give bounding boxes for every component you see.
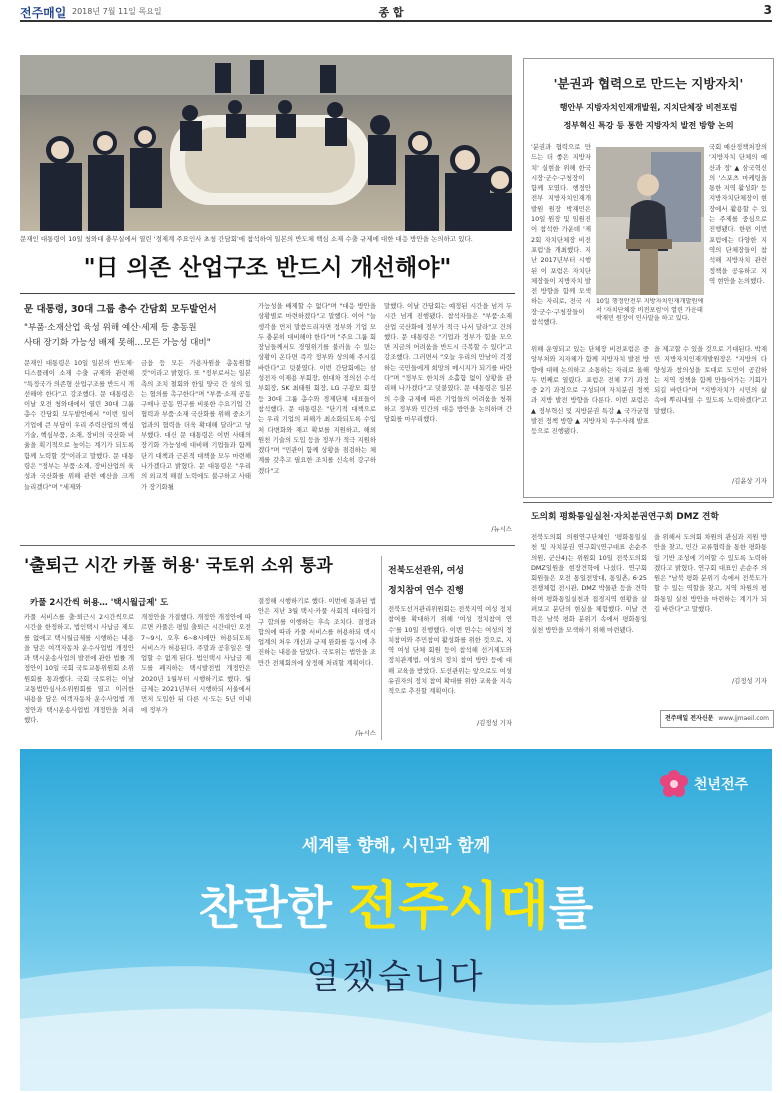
ad-logo-text: 천년전주 (693, 777, 748, 793)
ad-main-line (20, 877, 772, 938)
feature-photo-caption: 10일 행정안전부 지방자치인재개발원에서 '자치단체장 비전포럼'이 열린 가운데 박재민 원장이 인사말을 하고 있다. (596, 298, 704, 322)
carpool-subhead: 카풀 2시간씩 허용… '택시월급제' 도 (30, 598, 169, 608)
lead-photo (20, 55, 512, 231)
lead-col-2: 금융 등 모든 가용자원을 총동원할 것"이라고 밝혔다. 또 "정부로서는 일본 측의 조치 철회와 한일 양국 간 성의 있는 협의를 촉구한다"며 "부품·소재 공동 구매나 공동 연구를 비롯한 수요기업 간 협력과 부품·소재 국산화를 위해 중소기업과의 협력을 더욱 확대해 달라"고 당부했다. 대신 문 대통령은 이번 사태의 장기화 가능성에 대비해 기업들과 함께 단기 대책과 근본적 대책을 모두 마련해 나가겠다고 밝혔다. 문 대통령은 "우리의 외교적 해결 노력에도 불구하고 사태가 장기화될 (141, 359, 251, 491)
paper-logo: 전주매일 (20, 6, 67, 20)
carpool-col-1: 카풀 서비스를 출·퇴근시 2시간씩으로 시간을 한정하고, 법인택시 사납금 제도를 없애고 택시월급제를 시행하는 내용을 담은 여객자동차 운수사업법 개정안과 택시운송사업의 발전에 관한 법률 개정안이 10일 국회 국토교통위원회 소위원회를 통과했다. 국회 국토위는 이날 교통법안심사소위원회를 열고 이러한 내용을 담은 여객자동차 운수사업법 개정안과 택시운송사업법 개정안을 처리했다. (24, 613, 134, 724)
ad-slogan: 세계를 향해, 시민과 함께 (301, 836, 491, 856)
lead-headline: "日 의존 산업구조 반드시 개선해야" (83, 255, 452, 281)
ad-line1-part-a: 찬란한 (198, 881, 348, 935)
lead-col-3: 가능성을 배제할 수 없다"며 "대응 방안을 상황별로 마련하겠다"고 말했다. 이어 "늘 생각을 먼저 말씀드리자면 정부와 기업 모두 충분히 대비해야 한다"며 "주요 그룹 회장님들께서도 경영위기를 불러올 수 있는 상황이 온다면 즉각 정부와 상의해 주시길 바란다"고 덧붙였다. 이번 간담회에는 삼성전자 이재용 부회장, 현대차 정의선 수석부회장, SK 최태원 회장, LG 구광모 회장 등 30대 그룹 총수와 경제단체 대표들이 참석했다. 문 대통령은 "단기적 대책으로는 우리 기업의 피해가 최소화되도록 수입처 다변화와 재고 확보를 지원하고, 해외 원천 기술의 도입 등을 정부가 적극 지원하겠다"며 "민관이 함께 상황을 점검하는 체계를 갖추고 필요한 조치를 신속히 강구하겠다"고 (258, 302, 376, 475)
feature-col-2b: 을 제고할 수 있을 것으로 기대된다. 박재민 지방자치인재개발원장은 "지방의 다양성과 창의성을 토대로 도민이 공감하는 지역 정책을 함께 만들어가는 기회가 되길 바란다"며 "지방자치가 시민의 삶 속에 뿌리내릴 수 있도록 노력하겠다"고 말했다. (654, 345, 767, 415)
ad-line1-highlight: 전주시대 (347, 876, 549, 937)
feature-title: '분권과 협력으로 만드는 지방자치' (553, 76, 744, 91)
election-headline-2: 정치참여 연수 진행 (388, 586, 464, 596)
election-headline-1: 전북도선관위, 여성 (388, 566, 465, 576)
feature-subtitle-1: 행안부 지방자치인재개발원, 지치단체장 비전포럼 (559, 102, 738, 112)
lead-subhead-1: 문 대통령, 30대 그룹 총수 간담회 모두발언서 (24, 304, 217, 315)
feature-col-2: 국회 예산정책처장의 '지방자치 단체의 예산과 정' ▲ 삼국혁신 의 '스포츠 마케팅을 통한 지역 활성화' 등 지방자치단체장이 현장에서 활용할 수 있는 주제를 중심으로 진행됐다. 한편 이번 포럼에는 다양한 지역의 단체장들이 참석해 지방자치 관련 정책을 공유하고 지역 현안을 논의했다. (709, 143, 767, 285)
feature-photo (596, 147, 704, 295)
speaker-podium-icon (596, 147, 704, 295)
headline-rule (20, 293, 515, 294)
lead-col-4: 말했다. 이날 간담회는 예정된 시간을 넘겨 두 시간 넘게 진행됐다. 참석자들은 "부품·소재 산업 국산화에 정부가 적극 나서 달라"고 건의했다. 문 대통령은 "기업과 정부가 힘을 모으면 지금의 어려움을 반드시 극복할 수 있다"고 강조했다. 그러면서 "오늘 우리의 만남이 걱정하는 국민들에게 희망의 메시지가 되기를 바란다"며 "정부도 한치의 소홀함 없이 상황을 관리해 나가겠다"고 덧붙였다. 문 대통령은 일본의 수출 규제에 따른 기업들의 어려움을 청취하고 정부와 민간의 대응 방안을 논의하며 간담회를 마무리했다. (384, 302, 512, 424)
page-header (0, 0, 782, 22)
ad-line1-part-c: 를 (548, 881, 594, 935)
meeting-scene-icon (20, 55, 512, 231)
section-divider (20, 545, 515, 546)
ad-logo (657, 767, 748, 801)
feature-col-1b: 위해 운영되고 있는 단체장 비전포럼은 중앙부처와 지자체가 함께 지방자치 발전 방향에 대해 논의하고 소통하는 자리로 올해 두 번째로 열렸다. 포럼은 전체 7기 과정 중 2기 과정으로 구성되며 자치분권 정책과 지방 발전 방향을 다룬다. 이번 포럼은 ▲ 정부혁신 및 지방분권 특강 ▲ 국가균형발전 정책 방향 ▲ 지방자치 우수사례 발표 등으로 진행됐다. (531, 345, 649, 436)
carpool-col-3: 결정해 시행하기로 했다. 이번에 통과된 법안은 지난 3월 택시·카풀 사회적 대타협기구 합의를 이행하는 후속 조치다. 결정과 합의에 따라 카풀 서비스를 허용하되 택시업계의 처우 개선과 규제 완화를 동시에 추진하는 내용을 담았다. 국토위는 법안을 조만간 전체회의에 상정해 처리할 계획이다. (258, 597, 376, 667)
lead-subhead-2: "부품·소재산업 육성 위해 예산·세제 등 총동원 (24, 323, 197, 333)
e-paper-label: 전주매일 전자신문 (664, 715, 714, 722)
election-body: 전북도선거관리위원회는 전북지역 여성 정치참여를 확대하기 위해 '여성 정치참여 연수'를 10일 진행했다. 이번 연수는 여성의 정치참여와 주민참여 활성화를 위한 것으로, 지역 여성 단체 회원 등이 참석해 선거제도와 정치관계법, 여성의 정치 참여 방안 등에 대해 교육을 받았다. 도선관위는 앞으로도 여성 유권자의 정치 참여 확대를 위한 교육을 지속적으로 추진할 계획이다. (388, 605, 512, 696)
feature-subtitle-2: 정부혁신 특강 등 통한 지방자치 발전 방향 논의 (563, 120, 734, 130)
column-rule (381, 556, 382, 740)
feature-col-1: '분권과 협력으로 만드는 더 좋은 지방자치' 실현을 위해 한국 시장·군수·구청장이 함께 모였다. 행정안전부 지방자치인재개발원 원장 박재민은 10일 원장 및 임원진이 참석한 가운데 '제2회 자치단체장 비전포럼'을 개최했다. 지난 2017년부터 시행된 이 포럼은 자치단체장들이 지방자치 발전 방향을 함께 모색하는 자리로, 전국 시장·군수·구청장들이 참석했다. (531, 143, 591, 327)
city-advertisement (20, 749, 772, 1091)
dmz-title: 도의회 평화통일실천·자치분권연구회 DMZ 견학 (531, 512, 719, 522)
feature-byline: /김윤상 기자 (731, 477, 767, 485)
carpool-byline: /뉴시스 (355, 729, 376, 737)
lead-col-1: 문재인 대통령은 10일 일본의 반도체·디스플레이 소재 수출 규제와 관련해 "특정국가 의존형 산업구조를 반드시 개선해야 한다"고 강조했다. 문 대통령은 이날 오전 청와대에서 열린 30대 그룹 총수 간담회 모두발언에서 "이번 일이 기업에 큰 부담이 우리 주력산업의 핵심기술, 핵심부품, 소재, 장비의 국산화 비율을 획기적으로 높이는 계기가 되도록 함께 노력할 것"이라고 말했다. 문 대통령은 "정부는 부품·소재, 장비산업의 육성과 국산화를 위해 관련 예산을 크게 늘리겠다"며 "세제와 (24, 359, 134, 491)
ad-line2: 열겠습니다 (306, 957, 486, 997)
e-paper-url: www.jjmaeil.com (718, 715, 770, 722)
carpool-col-2: 개정안을 가결했다. 개정안 개정안에 따르면 카풀은 평일 출퇴근 시간대인 오전 7~9시, 오후 6~8시에만 허용되도록 서비스가 허용된다. 주말과 공휴일은 영업할 수 없게 된다. 법인택시 사납금 제도를 폐지하는 택시발전법 개정안은 2020년 1월부터 시행하기로 했다. 월급제는 2021년부터 시행하되 서울에서 먼저 도입한 뒤 다른 시·도는 5년 이내에 정부가 (141, 613, 251, 714)
flower-logo-icon (657, 767, 691, 801)
election-byline: /김정성 기자 (476, 719, 512, 727)
dmz-top-rule (523, 502, 772, 503)
e-paper-strip (660, 710, 774, 728)
dmz-byline: /김정성 기자 (731, 677, 767, 685)
page-number: 3 (763, 3, 772, 17)
lead-photo-caption: 문재인 대통령이 10일 청와대 충무실에서 열린 '경제계 주요인사 초청 간담회'에 참석하여 일본의 반도체 핵심 소재 수출 규제에 대한 대응 방안을 논의하고 있다. (20, 235, 473, 243)
dmz-col-1: 전북도의회 의원연구단체인 '평화통일실천 및 자치분권 연구회'(연구대표 손순주 의원, 군산4)는 위원회 10일 전북도의회 DMZ일원을 현장견학에 나섰다. 연구회 회원들은 오전 통일전망대, 통일촌, 6·25 전쟁체험 전시관, DMZ 박물관 등을 견학하며 평화통일실천과 접경지역 현황을 살펴보고 분단의 현실을 체험했다. 이날 견학은 남북 평화 분위기 속에서 평화통일 실천 방안을 모색하기 위해 마련됐다. (531, 533, 647, 634)
lead-byline: /뉴시스 (491, 525, 512, 533)
issue-date: 2018년 7월 11일 목요일 (72, 7, 162, 16)
carpool-headline: '출퇴근 시간 카풀 허용' 국토위 소위 통과 (24, 556, 333, 576)
header-rule (20, 20, 772, 22)
section-name: 종 합 (378, 6, 404, 19)
lead-subhead-3: 사태 장기화 가능성 배제 못해…모든 가능성 대비" (24, 338, 211, 348)
dmz-col-2: 을 위해서 도의회 차원의 관심과 지원 방안을 찾고, 민간 교류협력을 통한 평화통일 기반 조성에 기여할 수 있도록 노력하겠다고 밝혔다. 연구회 대표인 손순주 의원은 "남북 평화 분위기 속에서 전북도가 할 수 있는 역할을 찾고, 지역 차원의 평화통일 실천 방안을 마련하는 계기가 되길 바란다"고 말했다. (654, 533, 767, 614)
